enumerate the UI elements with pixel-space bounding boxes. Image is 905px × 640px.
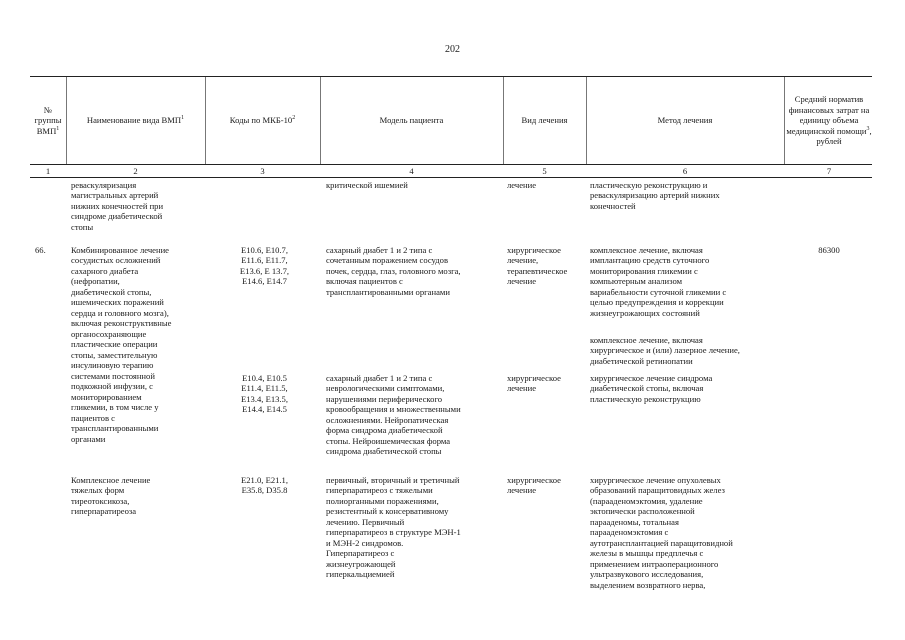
- thyro-patient-model: первичный, вторичный и третичный гиперпаратиреоз с тяжелыми полиорганными поражениями, резистентный к консервативному лечению. Первичный гиперпаратиреоз в структуре МЭН-1 и МЭН-2 синдромов. Гиперпаратиреоз с жизнеугрожающей гиперкальциемией: [326, 475, 461, 580]
- thyro-treatment-type: хирургическое лечение: [507, 475, 561, 496]
- thyro-icd-codes: E21.0, E21.1, E35.8, D35.8: [240, 475, 289, 496]
- row66-cost: 86300: [818, 245, 840, 255]
- header-treatment-type: Вид лечения: [521, 115, 568, 126]
- numbering-bottom-rule: [30, 177, 872, 178]
- column-number-5: 5: [542, 166, 547, 176]
- cont-row-method: пластическую реконструкцию и реваскуляризацию артерий нижних конечностей: [590, 180, 720, 211]
- header-bottom-rule: [30, 164, 872, 165]
- page-number: 202: [445, 44, 460, 55]
- column-number-7: 7: [826, 166, 832, 176]
- thyro-method: хирургическое лечение опухолевых образований паращитовидных желез (парааденомэктомия, удаление эктопически расположенной парааденомы, тотальная парааденомэктомия с аутотрансплантацией паращитовидной железы в мышцы предплечья с применением интраоперационного ультразвукового исследования, выделением возвратного нерва,: [590, 475, 733, 590]
- column-number-2: 2: [133, 166, 138, 176]
- group-number-66: 66.: [35, 245, 46, 255]
- header-group-number: № группы ВМП$^1$: [34, 104, 62, 136]
- cont-row-model: критической ишемией: [326, 180, 408, 190]
- row66-vmp-name: Комбинированное лечение сосудистых осложнений сахарного диабета (нефропатии, диабетической стопы, ишемических поражений сердца и головного мозга), включая реконструктивные органосохраняющие пластические операции стопы, заместительную инсулиновую терапию системами постоянной подкожной инфузии, с мониторированием гликемии, в том числе у пациентов с трансплантированными органами: [71, 245, 172, 444]
- column-number-6: 6: [682, 166, 688, 176]
- column-number-4: 4: [409, 166, 414, 176]
- header-cost-norm: Средний норматив финансовых затрат на единицу объема медицинской помощи$^3$, рублей: [786, 94, 872, 147]
- row66-treatment-type-1: хирургическое лечение, терапевтическое лечение: [507, 245, 568, 287]
- row66-patient-model-1: сахарный диабет 1 и 2 типа с сочетанным поражением сосудов почек, сердца, глаз, головного мозга, включая пациентов с трансплантированными органами: [326, 245, 461, 297]
- row66-method-2: хирургическое лечение синдрома диабетической стопы, включая пластическую реконструкцию: [590, 373, 713, 404]
- header-treatment-method: Метод лечения: [657, 115, 713, 126]
- thyro-vmp-name: Комплексное лечение тяжелых форм тиреотоксикоза, гиперпаратиреоза: [71, 475, 151, 517]
- header-icd-codes: Коды по МКБ-$10^2$: [229, 115, 296, 126]
- column-number-1: 1: [45, 166, 51, 176]
- row66-icd-codes-1: E10.6, E10.7, E11.6, E11.7, E13.6, E 13.7, E14.6, E14.7: [239, 245, 290, 287]
- col-divider-6: [784, 77, 785, 164]
- cont-row-type: лечение: [507, 180, 537, 190]
- header-vmp-name: Наименование вида ВМП$^1$: [86, 115, 185, 126]
- row66-treatment-type-2: хирургическое лечение: [507, 373, 561, 394]
- row66-method-1a: комплексное лечение, включая имплантацию средств суточного мониторирования гликемии с компьютерным анализом вариабельности суточной гликемии с целью предупреждения и коррекции жизнеугрожающих состояний: [590, 245, 727, 318]
- cont-row-name: реваскуляризация магистральных артерий нижних конечностей при синдроме диабетической стопы: [71, 180, 164, 232]
- column-number-3: 3: [260, 166, 265, 176]
- row66-icd-codes-2: E10.4, E10.5 E11.4, E11.5, E13.4, E13.5, E14.4, E14.5: [240, 373, 289, 415]
- row66-method-1b: комплексное лечение, включая хирургическое и (или) лазерное лечение, диабетической ретинопатии: [590, 335, 740, 366]
- header-patient-model: Модель пациента: [379, 115, 444, 126]
- row66-patient-model-2: сахарный диабет 1 и 2 типа с неврологическими симптомами, нарушениями периферического кровообращения и множественными осложнениями. Нейропатическая форма синдрома диабетической стопы. Нейроишемическая форма синдрома диабетической стопы: [326, 373, 461, 457]
